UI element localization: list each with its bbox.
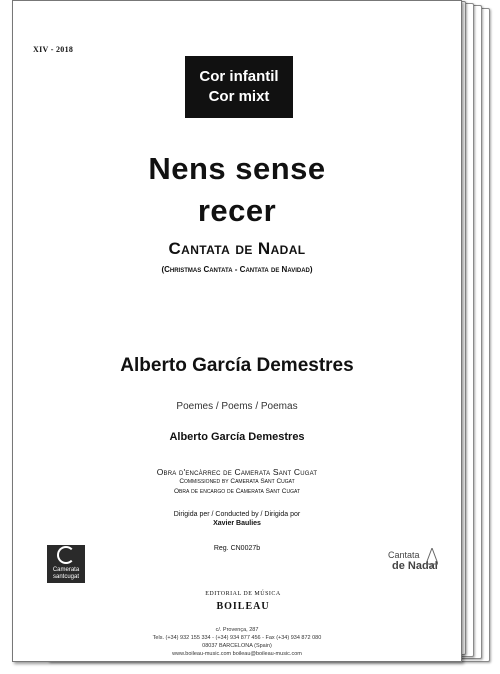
publisher-name: BOILEAU [216, 601, 270, 612]
publisher-city: 08037 BARCELONA (Spain) [202, 643, 272, 649]
conductor-label: Dirigida per / Conducted by / Dirigida por [173, 511, 301, 518]
commission-catalan: Obra d'encàrrec de Camerata Sant Cugat [156, 467, 318, 477]
score-cover-page [12, 0, 462, 662]
voice-children-choir: Cor infantil [199, 68, 279, 85]
nadal-logo-line-1: Cantata [388, 550, 420, 560]
publisher-address: c/. Provença, 287 [215, 627, 259, 633]
title-line-2: recer [197, 193, 277, 228]
subtitle: Cantata de Nadal [168, 239, 306, 258]
edition-label: XIV - 2018 [33, 45, 74, 54]
poet: Alberto García Demestres [169, 431, 305, 443]
registration-number: Reg. CN0027b [213, 545, 261, 552]
voices-box [185, 56, 293, 118]
composer: Alberto García Demestres [120, 355, 354, 376]
subtitle-translations: (Christmas Cantata - Cantata de Navidad) [161, 265, 313, 274]
camerata-logo [47, 545, 85, 583]
voice-mixed-choir: Cor mixt [208, 88, 270, 105]
cantata-nadal-logo [388, 548, 438, 576]
conductor-name: Xavier Baulies [213, 520, 261, 527]
nadal-logo-line-2: de Nadal [392, 560, 438, 572]
commission-english: Commissioned by Camerata Sant Cugat [179, 478, 295, 485]
title-line-1: Nens sense [148, 151, 326, 186]
christmas-tree-icon [426, 548, 438, 568]
camerata-logo-line-2: santcugat [52, 574, 80, 580]
commission-spanish: Obra de encargo de Camerata Sant Cugat [173, 488, 300, 495]
publisher-web: www.boileau-music.com boileau@boileau-music.com [172, 651, 302, 657]
camerata-logo-line-1: Camerata [52, 567, 80, 573]
publisher-phones: Tels. (+34) 932 155 334 - (+34) 934 877 456 - Fax (+34) 934 872 080 [152, 635, 322, 641]
camerata-swirl-icon [57, 546, 75, 564]
poems-label: Poemes / Poems / Poemas [176, 401, 298, 412]
publisher-arc-text: EDITORIAL DE MÚSICA [205, 591, 281, 597]
publisher-logo [203, 591, 283, 621]
